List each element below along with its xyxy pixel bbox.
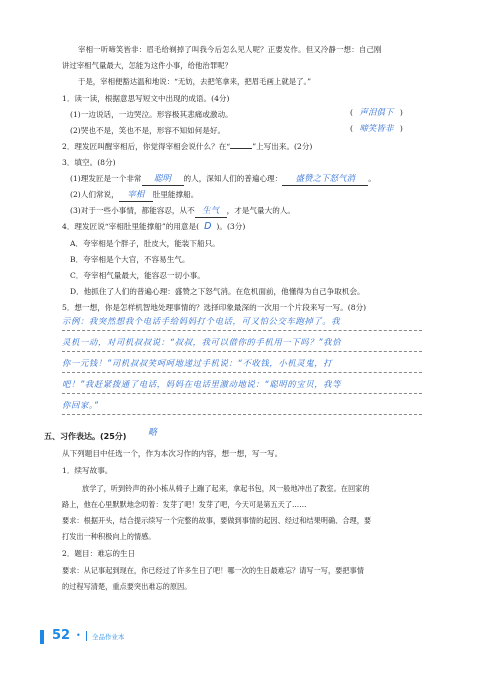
answer-handwritten: 声泪俱下 bbox=[359, 108, 394, 118]
answer-handwritten: 生气 bbox=[195, 206, 227, 218]
writing-line bbox=[62, 351, 422, 352]
option-c: C．夸宰相气量最大，能容忍一切小事。 bbox=[70, 271, 205, 280]
passage-line: 宰相一听啼笑皆非：眉毛给剃掉了叫我今后怎么见人呢？正要发作。但又冷静一想：自己刚 bbox=[78, 45, 382, 54]
topic-2-title: 2．题目：难忘的生日 bbox=[62, 549, 136, 558]
question-1a-answer-box: ( 声泪俱下 ) bbox=[350, 108, 403, 118]
answer-handwritten: 聪明 bbox=[142, 174, 184, 186]
question-4-stem bbox=[62, 221, 245, 232]
answer-handwritten: 略 bbox=[148, 428, 158, 438]
question-3a bbox=[70, 173, 376, 186]
passage-line: 讲过宰相气量最大，怎能为这件小事，给他治罪呢？ bbox=[62, 61, 232, 70]
option-a: A．夸宰相是个胖子，肚皮大，能装下船只。 bbox=[70, 239, 220, 248]
answer-handwritten: 盛赞之下怒气消 bbox=[282, 174, 368, 186]
answer-handwritten: 啼笑皆非 bbox=[359, 124, 394, 134]
question-text: (2)人们常说， bbox=[70, 190, 119, 199]
writing-line bbox=[62, 372, 422, 373]
footer-dot: • bbox=[76, 631, 81, 640]
topic-1-paragraph: 路上，他在心里默默地念叨着：发芽了吧！发芽了吧，今天可是第五天了…… bbox=[62, 500, 307, 509]
question-text: 的人，深知人们的普遍心理： bbox=[183, 174, 283, 183]
question-text: (3)对于一些小事情，都能容忍，从不 bbox=[70, 206, 195, 215]
question-2-text: 2．理发匠叫醒宰相后，你觉得宰相会说什么？在“ bbox=[62, 142, 231, 151]
answer-handwritten-line: 你回家。” bbox=[62, 400, 99, 410]
question-2-text: ”上写出来。(2分) bbox=[252, 142, 313, 151]
question-text: 。 bbox=[368, 174, 376, 183]
answer-handwritten: 宰相 bbox=[119, 190, 153, 202]
writing-line bbox=[62, 414, 422, 415]
question-3b bbox=[70, 189, 198, 202]
footer-book-title: 全品作业本 bbox=[92, 633, 125, 641]
topic-1-requirement: 打发出一种积极向上的情感。 bbox=[62, 532, 156, 541]
question-text: ，才是气量大的人。 bbox=[226, 206, 296, 215]
option-b: B．夸宰相是个大官，不容易生气。 bbox=[70, 255, 190, 264]
answer-handwritten-line: 吧！”我赶紧拨通了电话，妈妈在电话里激动地说：“聪明的宝贝，我等 bbox=[62, 379, 342, 389]
footer-accent-bar bbox=[40, 630, 44, 644]
question-text: )。(3分) bbox=[216, 222, 246, 231]
passage-line: 于是，宰相便豁达温和地说：“无妨，去把笔拿来，把眉毛画上就是了。” bbox=[78, 77, 311, 86]
question-5-stem: 5．想一想，你是怎样机智地处理事情的？选择印象最深的一次用一个片段来写一写。(8分) bbox=[62, 303, 367, 312]
question-3c bbox=[70, 205, 295, 218]
section-title: 五、习作表达。(25分) bbox=[44, 432, 127, 441]
question-text: 4．理发匠说“宰相肚里能撑船”的用意是( bbox=[62, 222, 200, 231]
question-2 bbox=[62, 141, 312, 152]
answer-handwritten-line: 你一元钱！”司机叔叔笑呵呵地递过手机说：“不收钱，小机灵鬼，打 bbox=[62, 358, 333, 368]
topic-1-title: 1．续写故事。 bbox=[62, 466, 113, 475]
question-1-stem: 1．读一读，根据意思写短文中出现的成语。(4分) bbox=[62, 94, 230, 103]
question-3-stem: 3．填空。(8分) bbox=[62, 158, 116, 167]
topic-2-requirement: 的过程写清楚，重点要突出难忘的原因。 bbox=[62, 582, 192, 591]
topic-1-paragraph: 放学了，听到铃声的孙小栋从椅子上蹦了起来，拿起书包，风一般地冲出了教室。在回家的 bbox=[82, 484, 370, 493]
question-text: 肚里能撑船。 bbox=[152, 190, 199, 199]
option-d: D．他抓住了人们的普遍心理：盛赞之下怒气消。在危机面前，他懂得为自己争取机会。 bbox=[70, 287, 365, 296]
section-intro: 从下列题目中任选一个，作为本次习作的内容，想一想，写一写。 bbox=[62, 449, 283, 458]
footer-separator bbox=[86, 631, 87, 641]
answer-blank[interactable] bbox=[230, 148, 252, 149]
answer-handwritten-line: 示例：我突然想我个电话手给妈妈打个电话，可又怕公交车跑掉了。我 bbox=[62, 316, 341, 326]
writing-line bbox=[62, 393, 422, 394]
question-1b: (2)哭也不是，笑也不是，形容不知如何是好。 bbox=[70, 126, 226, 135]
writing-line bbox=[62, 330, 422, 331]
topic-2-requirement: 要求：从记事起到现在，你已经过了许多生日了吧！哪一次的生日最难忘？请写一写，要把事情 bbox=[62, 566, 364, 575]
question-text: (1)理发匠是一个非常 bbox=[70, 174, 142, 183]
question-1a: (1)一边说话，一边哭泣。形容极其悲痛或激动。 bbox=[70, 110, 233, 119]
question-1b-answer-box: ( 啼笑皆非 ) bbox=[350, 124, 403, 134]
answer-handwritten: D bbox=[204, 221, 212, 232]
answer-handwritten-line: 灵机一动，对司机叔叔说：“叔叔，我可以借你的手机用一下吗？”我恰 bbox=[62, 337, 342, 347]
page-number: 52 bbox=[52, 628, 71, 643]
topic-1-requirement: 要求：根据开头，结合提示续写一个完整的故事，要做到事情的起因、经过和结果明确、合理，要 bbox=[62, 516, 372, 525]
